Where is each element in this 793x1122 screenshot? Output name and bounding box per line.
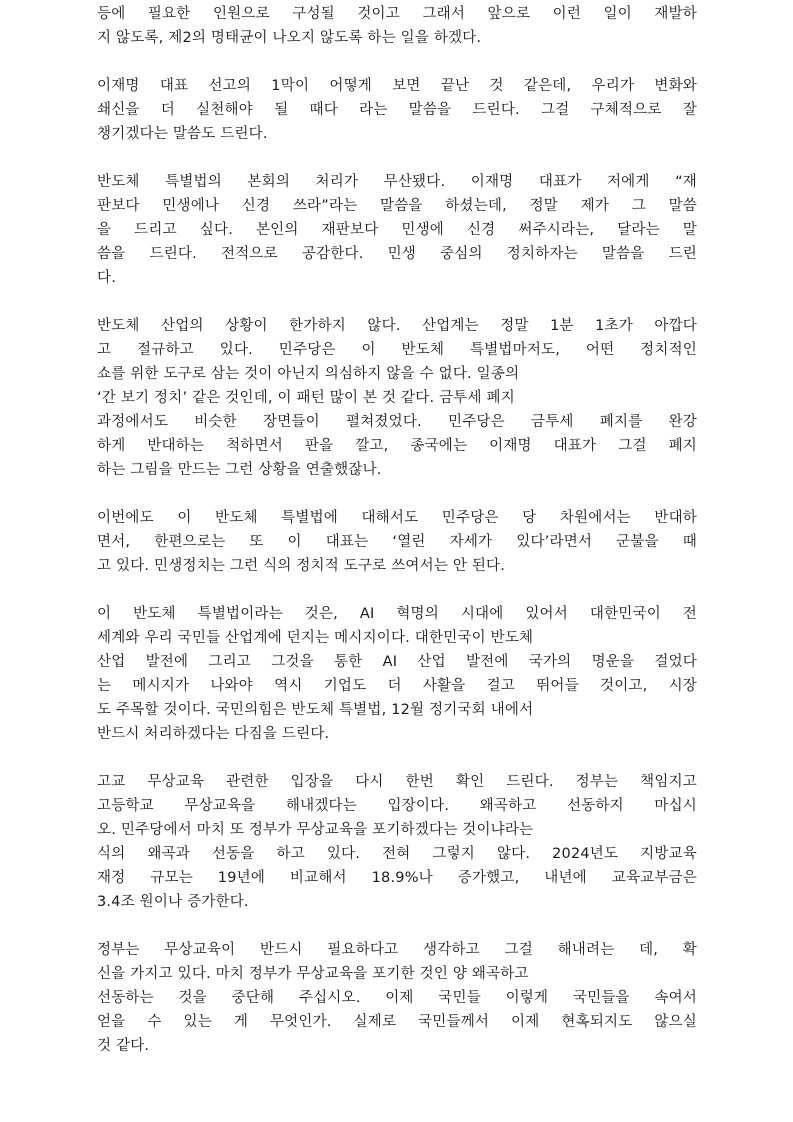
text-line: 반도체 산업의 상황이 한가하지 않다. 산업계는 정말 1분 1초가 아깝다 [97, 318, 697, 334]
text-line: 을 드리고 싶다. 본인의 재판보다 민생에 신경 써주시라는, 달라는 말 [97, 222, 697, 238]
paragraph-8 [97, 938, 697, 1058]
paragraph-4 [97, 314, 697, 482]
text-line: 반드시 처리하겠다는 다짐을 드린다. [97, 726, 330, 742]
text-line: 선동하는 것을 중단해 주십시오. 이제 국민들 이렇게 국민들을 속여서 [97, 990, 697, 1006]
paragraph-5 [97, 506, 697, 578]
text-line: 고등학교 무상교육을 해내겠다는 입장이다. 왜곡하고 선동하지 마십시 [97, 798, 697, 814]
text-line: 재정 규모는 19년에 비교해서 18.9%나 증가했고, 내년에 교육교부금은 [97, 870, 697, 886]
text-line: 이 반도체 특별법이라는 것은, AI 혁명의 시대에 있어서 대한민국이 전 [97, 606, 697, 622]
text-line: 하는 그림을 만드는 그런 상황을 연출했잖나. [97, 462, 382, 478]
text-line: 정부는 무상교육이 반드시 필요하다고 생각하고 그걸 해내려는 데, 확 [97, 942, 697, 958]
paragraph-6 [97, 602, 697, 746]
text-line: 과정에서도 비슷한 장면들이 펼쳐졌었다. 민주당은 금투세 폐지를 완강 [97, 414, 697, 430]
text-line: 신을 가지고 있다. 마치 정부가 무상교육을 포기한 것인 양 왜곡하고 [97, 966, 529, 982]
text-line: 도 주목할 것이다. 국민의힘은 반도체 특별법, 12월 정기국회 내에서 [97, 702, 534, 718]
text-line: 반도체 특별법의 본회의 처리가 무산됐다. 이재명 대표가 저에게 “재 [97, 174, 697, 190]
text-line: 고 있다. 민생정치는 그런 식의 정치적 도구로 쓰여서는 안 된다. [97, 558, 506, 574]
text-line: 3.4조 원이나 증가한다. [97, 894, 249, 910]
text-line: 등에 필요한 인원으로 구성될 것이고 그래서 앞으로 이런 일이 재발하 [97, 6, 697, 22]
text-line: 세계와 우리 국민들 산업계에 던지는 메시지이다. 대한민국이 반도체 [97, 630, 534, 646]
text-line: 산업 발전에 그리고 그것을 통한 AI 산업 발전에 국가의 명운을 걸었다 [97, 654, 697, 670]
text-line: 식의 왜곡과 선동을 하고 있다. 전혀 그렇지 않다. 2024년도 지방교육 [97, 846, 697, 862]
text-line: 이번에도 이 반도체 특별법에 대해서도 민주당은 당 차원에서는 반대하 [97, 510, 697, 526]
text-line: 지 않도록, 제2의 명태균이 나오지 않도록 하는 일을 하겠다. [97, 30, 482, 46]
paragraph-7 [97, 770, 697, 914]
text-line: 다. [97, 270, 117, 286]
text-line: 오. 민주당에서 마치 또 정부가 무상교육을 포기하겠다는 것이냐라는 [97, 822, 534, 838]
text-line: 고 절규하고 있다. 민주당은 이 반도체 특별법마저도, 어떤 정치적인 [97, 342, 697, 358]
paragraph-3 [97, 170, 697, 290]
text-line: 판보다 민생에나 신경 쓰라”라는 말씀을 하셨는데, 정말 제가 그 말씀 [97, 198, 697, 214]
text-line: 는 메시지가 나와야 역시 기업도 더 사활을 걸고 뛰어들 것이고, 시장 [97, 678, 697, 694]
text-line: 얻을 수 있는 게 무엇인가. 실제로 국민들께서 이제 현혹되지도 않으실 [97, 1014, 697, 1030]
document-body [97, 2, 697, 1082]
text-line: 챙기겠다는 말씀도 드린다. [97, 126, 268, 142]
text-line: 면서, 한편으로는 또 이 대표는 ‘열린 자세가 있다’라면서 군불을 때 [97, 534, 697, 550]
text-line: 것 같다. [97, 1038, 150, 1054]
text-line: 하게 반대하는 척하면서 판을 깔고, 종국에는 이재명 대표가 그걸 폐지 [97, 438, 697, 454]
text-line: 쇄신을 더 실천해야 될 때다 라는 말씀을 드린다. 그걸 구체적으로 잘 [97, 102, 697, 118]
text-line: 씀을 드린다. 전적으로 공감한다. 민생 중심의 정치하자는 말씀을 드린 [97, 246, 697, 262]
text-line: 이재명 대표 선고의 1막이 어떻게 보면 끝난 것 같은데, 우리가 변화와 [97, 78, 697, 94]
paragraph-2 [97, 74, 697, 146]
text-line: ‘간 보기 정치’ 같은 것인데, 이 패턴 많이 본 것 같다. 금투세 폐지 [97, 390, 515, 406]
text-line: 쇼를 위한 도구로 삼는 것이 아닌지 의심하지 않을 수 없다. 일종의 [97, 366, 520, 382]
text-line: 고교 무상교육 관련한 입장을 다시 한번 확인 드린다. 정부는 책임지고 [97, 774, 697, 790]
paragraph-1 [97, 2, 697, 50]
